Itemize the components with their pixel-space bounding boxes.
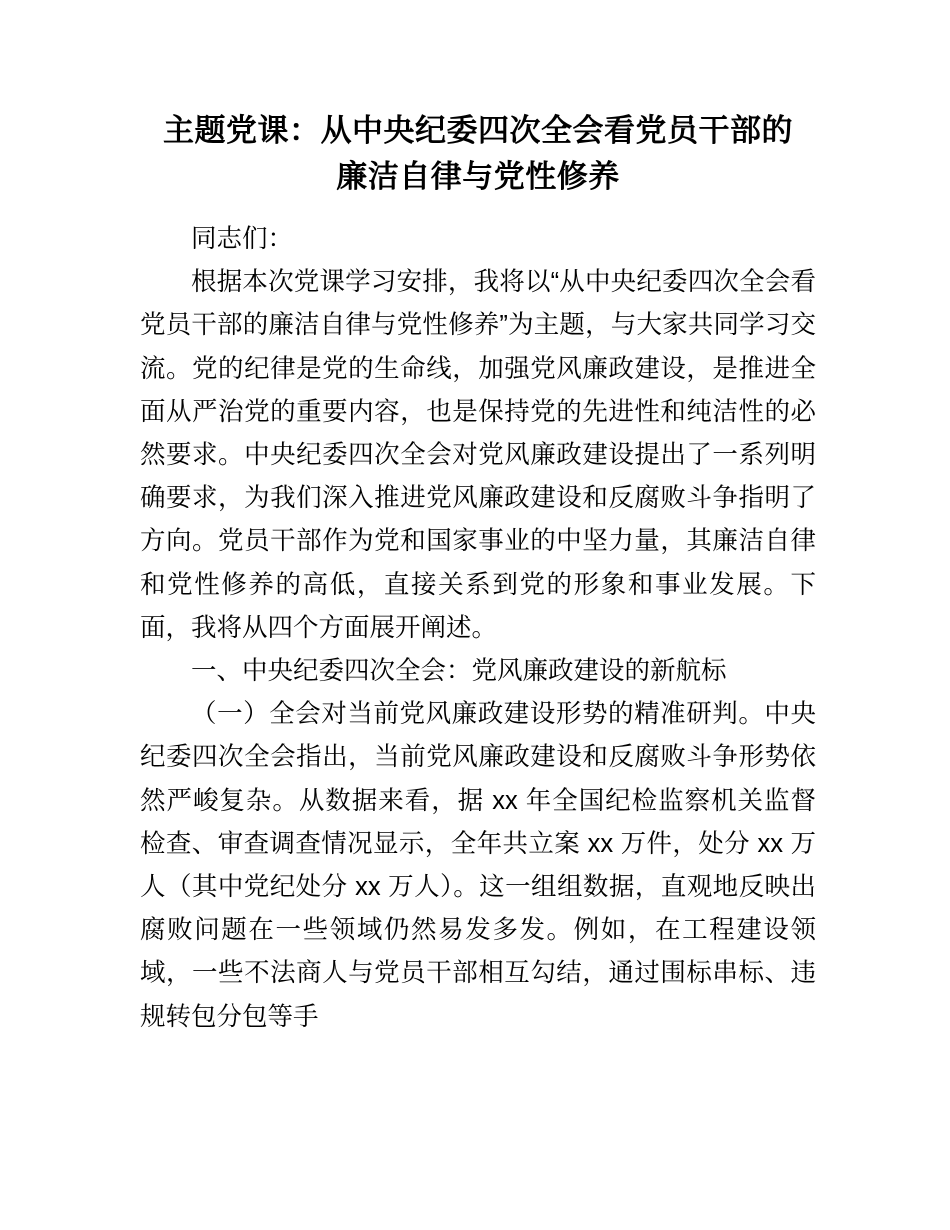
document-title-line-2: 廉洁自律与党性修养: [336, 159, 620, 194]
section-subheading-1-1: （一）全会对当前党风廉政建设形势的精准研判。中央纪委四次全会指出，当前党风廉政建设和反腐败斗争形势依然严峻复杂。从数据来看，据 xx 年全国纪检监察机关监督检查、审查调查情况显示，全年共立案 xx 万件，处分 xx 万人（其中党纪处分 xx 万人）。这一组组数据，直观地反映出腐败问题在一些领域仍然易发多发。例如，在工程建设领域，一些不法商人与党员干部相互勾结，通过围标串标、违规转包分包等手: [140, 700, 816, 1031]
document-body: [140, 108, 816, 1039]
paragraph-intro: 根据本次党课学习安排，我将以“从中央纪委四次全会看党员干部的廉洁自律与党性修养”为主题，与大家共同学习交流。党的纪律是党的生命线，加强党风廉政建设，是推进全面从严治党的重要内容，也是保持党的先进性和纯洁性的必然要求。中央纪委四次全会对党风廉政建设提出了一系列明确要求，为我们深入推进党风廉政建设和反腐败斗争指明了方向。党员干部作为党和国家事业的中坚力量，其廉洁自律和党性修养的高低，直接关系到党的形象和事业发展。下面，我将从四个方面展开阐述。: [140, 268, 816, 642]
document-title-line-1: 主题党课：从中央纪委四次全会看党员干部的: [163, 113, 793, 148]
document-title: [140, 108, 816, 200]
salutation: 同志们：: [191, 225, 294, 253]
section-heading-1: 一、中央纪委四次全会：党风廉政建设的新航标: [191, 657, 727, 686]
